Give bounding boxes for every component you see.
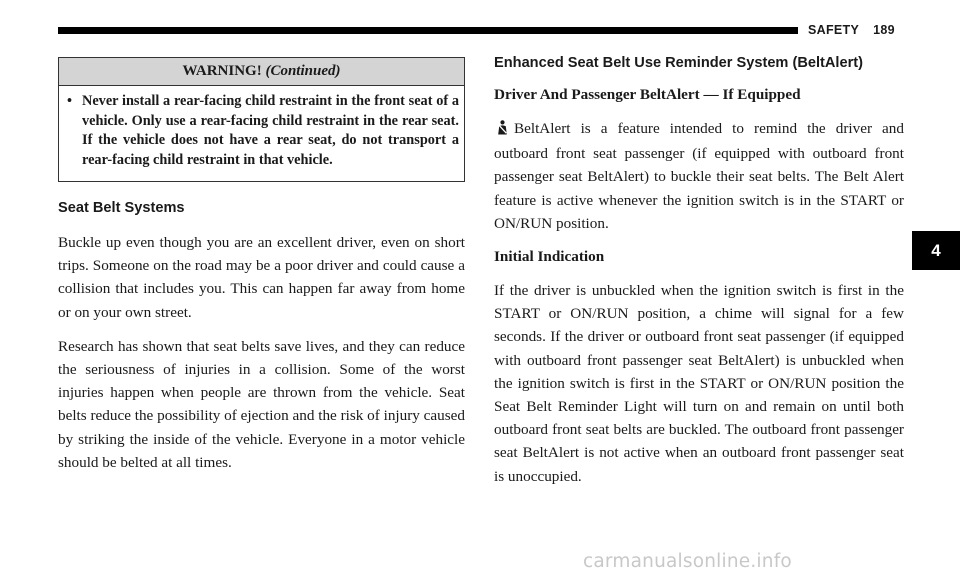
section-heading-beltalert: Enhanced Seat Belt Use Reminder System (BeltAlert) (494, 55, 864, 71)
beltalert-intro-text: BeltAlert is a feature intended to remind the driver and outboard front seat passenger (if equipped with outboard front passenger seat BeltAlert) to buckle their seat belts. The Belt Alert feature is active whenever the ignition switch is in the START or ON/RUN position. (494, 120, 904, 232)
section-heading-seat-belt-systems: Seat Belt Systems (58, 200, 185, 216)
subheading-driver-passenger: Driver And Passenger BeltAlert — If Equipped (494, 86, 801, 103)
paragraph-research: Research has shown that seat belts save lives, and they can reduce the seriousness of injuries in a collision. Some of the worst injuries happen when people are thrown from the vehicle. Seat belts reduce the possibility of ejection and the risk of injury caused by striking the inside of the vehicle. Everyone in a motor vehicle should be belted at all times. (58, 337, 465, 471)
bullet: • (67, 93, 73, 109)
watermark: carmanualsonline.info (583, 551, 792, 572)
left-column (58, 197, 465, 485)
header-rule (58, 27, 798, 34)
paragraph-beltalert-intro (494, 117, 904, 235)
warning-title: WARNING! (182, 63, 262, 79)
page-header (808, 23, 895, 37)
paragraph-buckle-up: Buckle up even though you are an excellent driver, even on short trips. Someone on the road may be a poor driver and could cause a collision that includes you. This can happen far away from home or on your own street. (58, 234, 465, 321)
warning-text: Never install a rear-facing child restraint in the front seat of a vehicle. Only use a rear-facing child restraint in the rear seat. If the vehicle does not have a rear seat, do not transport a rear-facing child restraint in that vehicle. (82, 93, 459, 168)
page-number: 189 (873, 23, 895, 37)
seat-belt-reminder-icon (496, 119, 509, 142)
subheading-initial-indication: Initial Indication (494, 248, 605, 266)
warning-box (58, 57, 465, 182)
chapter-tab: 4 (912, 231, 960, 270)
paragraph-initial-indication: If the driver is unbuckled when the ignition switch is first in the START or ON/RUN position, a chime will signal for a few seconds. If the driver or outboard front seat passenger (if equipped with outboard front passenger seat BeltAlert) is unbuckled when the ignition switch is first in the START or ON/RUN position the Seat Belt Reminder Light will turn on and remain on until both outboard front seat belts are buckled. The outboard front passenger seat BeltAlert is not active when an outboard front passenger seat is unoccupied. (494, 282, 904, 485)
warning-continued: (Continued) (265, 63, 341, 79)
right-column (494, 52, 904, 499)
warning-item (59, 86, 464, 170)
warning-header (59, 58, 464, 86)
section-title: SAFETY (808, 23, 860, 37)
